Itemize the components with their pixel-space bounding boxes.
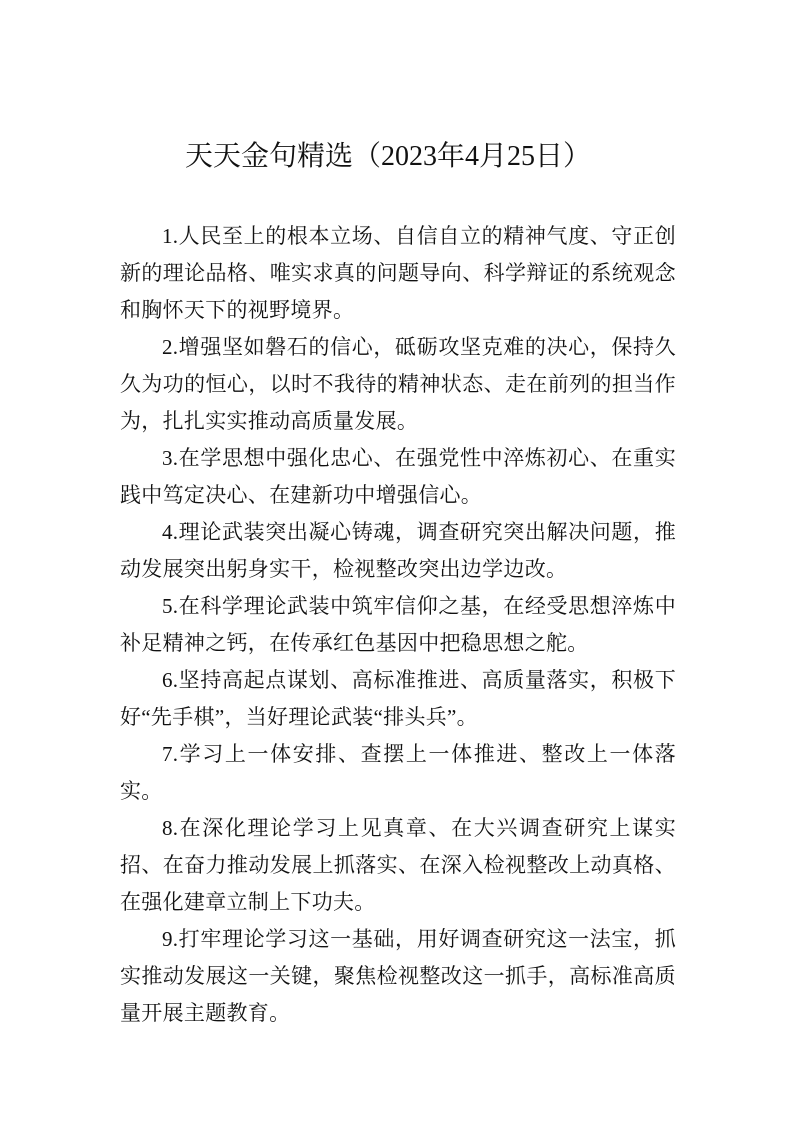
- quote-paragraph-2: 2.增强坚如磐石的信心，砥砺攻坚克难的决心，保持久久为功的恒心，以时不我待的精神状态、走在前列的担当作为，扎扎实实推动高质量发展。: [120, 335, 676, 433]
- quote-paragraph-8: 8.在深化理论学习上见真章、在大兴调查研究上谋实招、在奋力推动发展上抓落实、在深入检视整改上动真格、在强化建章立制上下功夫。: [120, 816, 676, 914]
- quote-paragraph-5: 5.在科学理论武装中筑牢信仰之基，在经受思想淬炼中补足精神之钙，在传承红色基因中把稳思想之舵。: [120, 594, 676, 655]
- quote-paragraph-3: 3.在学思想中强化忠心、在强党性中淬炼初心、在重实践中笃定决心、在建新功中增强信心。: [120, 446, 676, 507]
- quote-paragraph-9: 9.打牢理论学习这一基础，用好调查研究这一法宝，抓实推动发展这一关键，聚焦检视整改这一抓手，高标准高质量开展主题教育。: [120, 927, 676, 1025]
- quote-paragraph-4: 4.理论武装突出凝心铸魂，调查研究突出解决问题，推动发展突出躬身实干，检视整改突出边学边改。: [120, 520, 676, 581]
- page-title: 天天金句精选（2023年4月25日）: [184, 141, 591, 172]
- quote-paragraph-1: 1.人民至上的根本立场、自信自立的精神气度、守正创新的理论品格、唯实求真的问题导向、科学辩证的系统观念和胸怀天下的视野境界。: [120, 224, 676, 322]
- quote-paragraph-6: 6.坚持高起点谋划、高标准推进、高质量落实，积极下好“先手棋”，当好理论武装“排头兵”。: [120, 668, 676, 729]
- quote-paragraph-7: 7.学习上一体安排、查摆上一体推进、整改上一体落实。: [120, 742, 676, 803]
- document-body: [120, 218, 676, 1032]
